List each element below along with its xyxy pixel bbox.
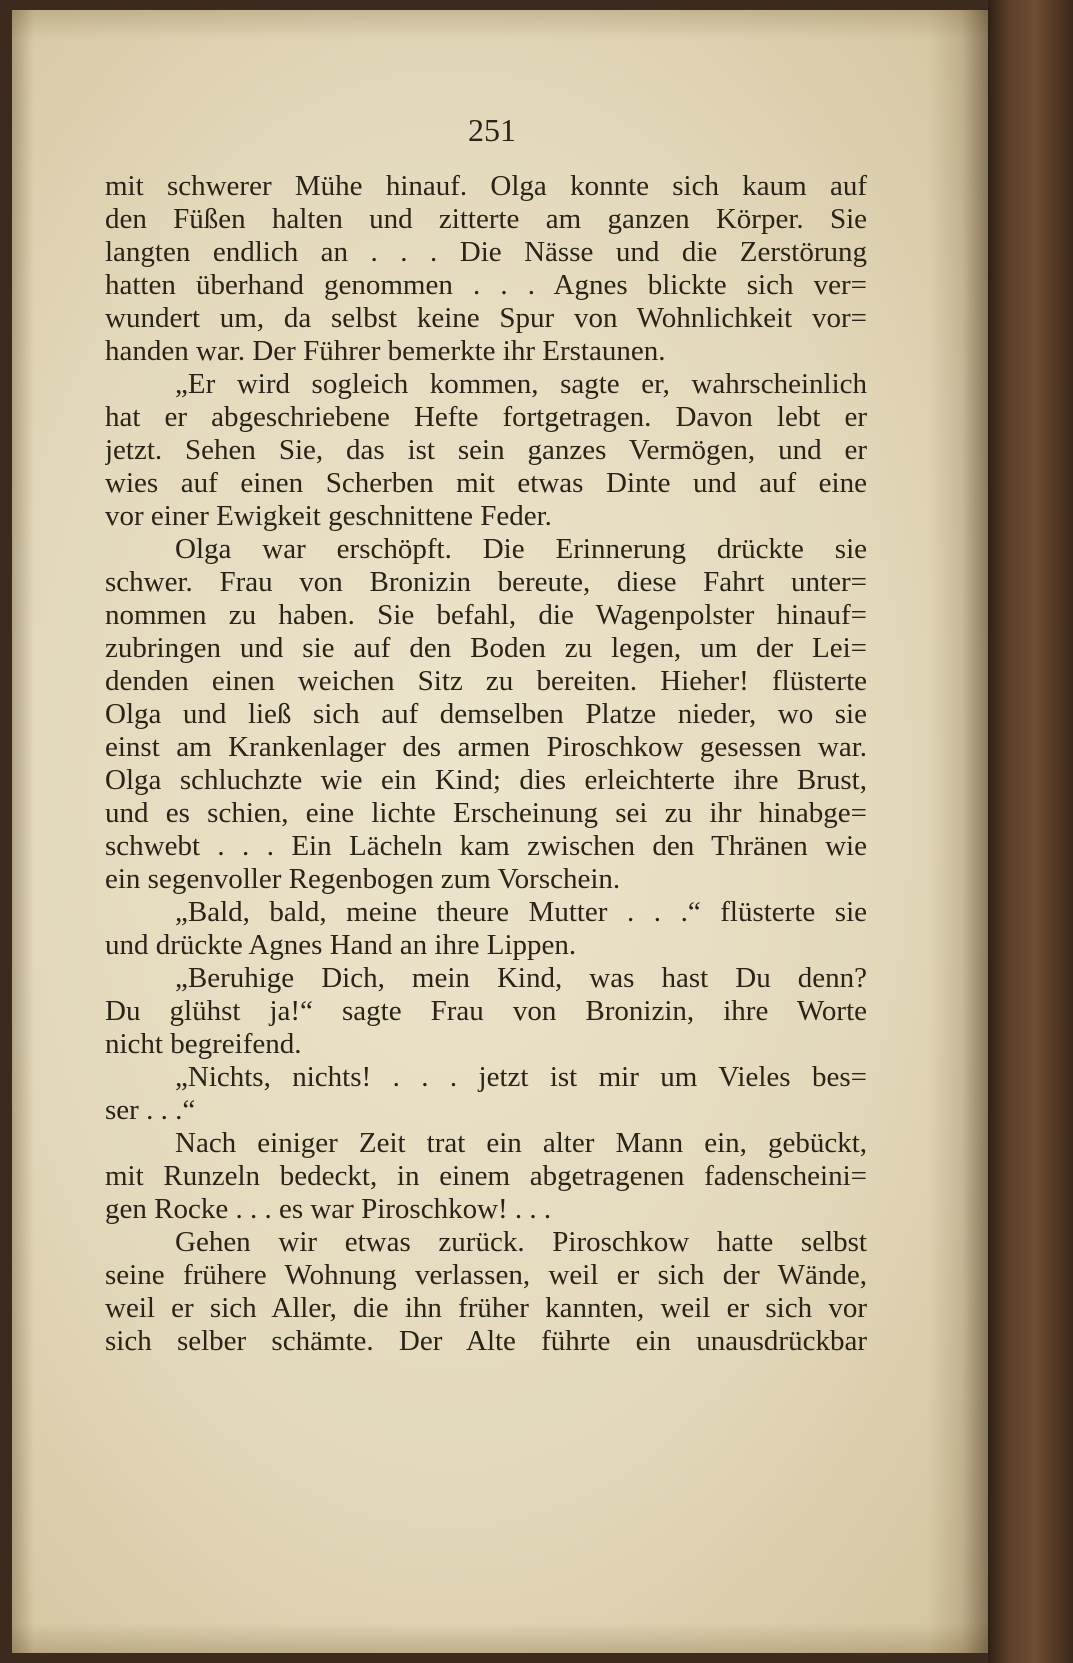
book-cover-edge <box>988 0 1073 1663</box>
text-line: jetzt. Sehen Sie, das ist sein ganzes Vermögen, und er <box>105 434 867 466</box>
text-line: und es schien, eine lichte Erscheinung sei zu ihr hinabge= <box>105 797 867 829</box>
text-line: hatten überhand genommen . . . Agnes blickte sich ver= <box>105 269 867 301</box>
text-line: schwer. Frau von Bronizin bereute, diese Fahrt unter= <box>105 566 867 598</box>
text-line: Nach einiger Zeit trat ein alter Mann ein, gebückt, <box>175 1127 867 1159</box>
text-line: zubringen und sie auf den Boden zu legen, um der Lei= <box>105 632 867 664</box>
text-line: ser . . .“ <box>105 1094 196 1126</box>
text-line: schwebt . . . Ein Lächeln kam zwischen den Thränen wie <box>105 830 867 862</box>
text-line: seine frühere Wohnung verlassen, weil er sich der Wände, <box>105 1259 867 1291</box>
text-line: einst am Krankenlager des armen Piroschkow gesessen war. <box>105 731 867 763</box>
text-line: gen Rocke . . . es war Piroschkow! . . . <box>105 1193 552 1225</box>
page-number: 251 <box>468 112 516 148</box>
text-line: „Bald, bald, meine theure Mutter . . .“ flüsterte sie <box>175 896 867 928</box>
text-line: mit schwerer Mühe hinauf. Olga konnte sich kaum auf <box>105 170 867 202</box>
text-line: wies auf einen Scherben mit etwas Dinte und auf eine <box>105 467 867 499</box>
text-line: „Nichts, nichts! . . . jetzt ist mir um Vieles bes= <box>175 1061 867 1093</box>
text-line: Olga schluchzte wie ein Kind; dies erleichterte ihre Brust, <box>105 764 867 796</box>
text-line: nicht begreifend. <box>105 1028 302 1060</box>
text-line: Olga und ließ sich auf demselben Platze nieder, wo sie <box>105 698 867 730</box>
text-line: langten endlich an . . . Die Nässe und die Zerstörung <box>105 236 867 268</box>
text-line: hat er abgeschriebene Hefte fortgetragen. Davon lebt er <box>105 401 867 433</box>
text-line: nommen zu haben. Sie befahl, die Wagenpolster hinauf= <box>105 599 867 631</box>
text-line: Du glühst ja!“ sagte Frau von Bronizin, ihre Worte <box>105 995 867 1027</box>
text-line: denden einen weichen Sitz zu bereiten. Hieher! flüsterte <box>105 665 867 697</box>
text-line: wundert um, da selbst keine Spur von Wohnlichkeit vor= <box>105 302 867 334</box>
text-line: ein segenvoller Regenbogen zum Vorschein. <box>105 863 621 895</box>
text-line: Olga war erschöpft. Die Erinnerung drückte sie <box>175 533 867 565</box>
body-text <box>105 170 867 1358</box>
book-page <box>12 10 988 1653</box>
text-line: weil er sich Aller, die ihn früher kannten, weil er sich vor <box>105 1292 867 1324</box>
text-line: vor einer Ewigkeit geschnittene Feder. <box>105 500 552 532</box>
text-line: den Füßen halten und zitterte am ganzen Körper. Sie <box>105 203 867 235</box>
text-line: mit Runzeln bedeckt, in einem abgetragenen fadenscheini= <box>105 1160 867 1192</box>
text-line: handen war. Der Führer bemerkte ihr Erstaunen. <box>105 335 666 367</box>
text-line: und drückte Agnes Hand an ihre Lippen. <box>105 929 577 961</box>
text-line: „Er wird sogleich kommen, sagte er, wahrscheinlich <box>175 368 867 400</box>
text-line: sich selber schämte. Der Alte führte ein unausdrückbar <box>105 1325 867 1357</box>
text-line: „Beruhige Dich, mein Kind, was hast Du denn? <box>175 962 867 994</box>
text-line: Gehen wir etwas zurück. Piroschkow hatte selbst <box>175 1226 867 1258</box>
